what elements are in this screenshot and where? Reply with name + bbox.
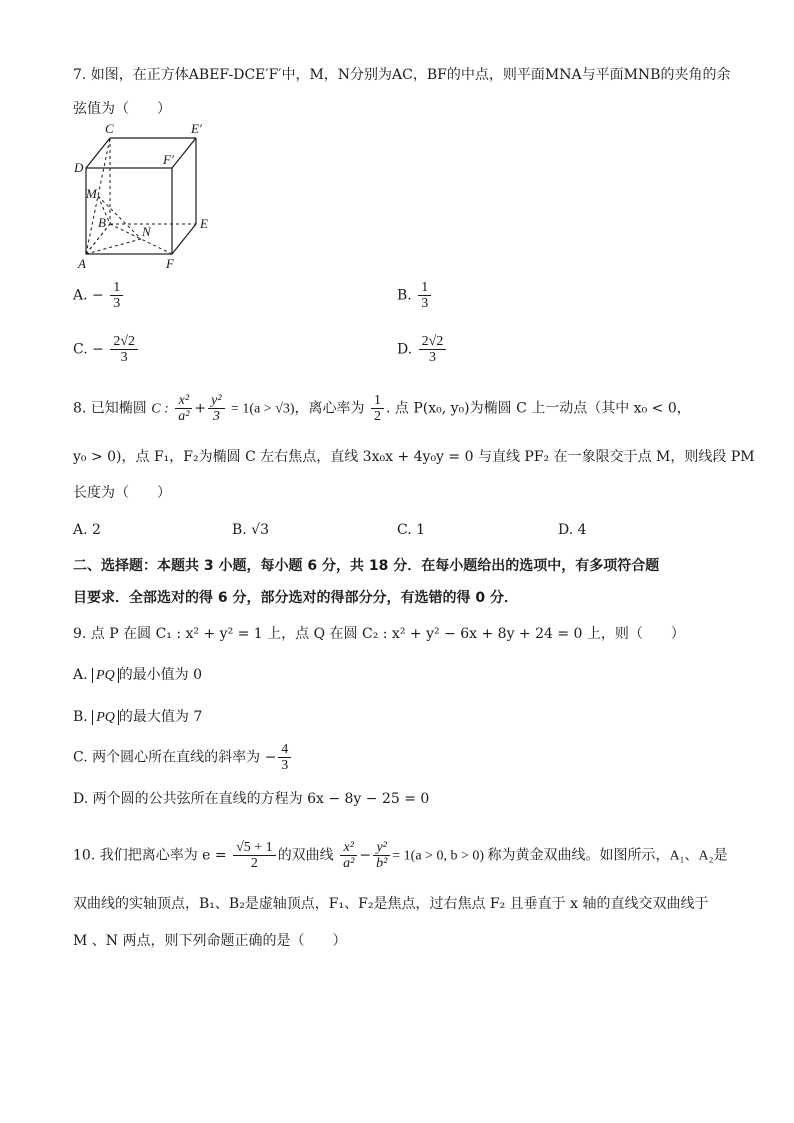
q7-option-a[interactable]: A. − $\frac{1}{3}$ bbox=[73, 280, 125, 311]
label-F-prime: F′ bbox=[163, 152, 174, 167]
q9-option-a[interactable]: A. PQ 的最小值为 0 bbox=[73, 667, 203, 683]
label-F: F bbox=[166, 256, 174, 270]
q8-option-a[interactable]: A. 2 bbox=[73, 522, 101, 538]
label-E-prime: E′ bbox=[191, 121, 202, 136]
q7-option-b[interactable]: B. $\frac{1}{3}$ bbox=[397, 280, 433, 311]
q8-option-c[interactable]: C. 1 bbox=[397, 522, 426, 538]
q8-option-b[interactable]: B. √3 bbox=[232, 522, 270, 538]
label-A: A bbox=[78, 256, 86, 270]
label-C: C bbox=[105, 121, 114, 136]
q9-option-d[interactable]: D. 两个圆的公共弦所在直线的方程为 6x − 8y − 25 = 0 bbox=[73, 791, 430, 807]
q8-stem-line2: y₀ > 0)，点 F₁，F₂为椭圆 C 左右焦点，直线 3x₀x + 4y₀y = 0 与直线 PF₂ 在一象限交于点 M，则线段 PM bbox=[73, 449, 755, 465]
label-D: D bbox=[74, 160, 84, 175]
q7-stem-line1: 7. 如图，在正方体ABEF-DCE′F′中，M，N分别为AC，BF的中点，则平面MNA与平面MNB的夹角的余 bbox=[73, 67, 731, 83]
label-M: M bbox=[86, 186, 97, 201]
section2-instructions-line2: 目要求．全部选对的得 6 分，部分选对的得部分分，有选错的得 0 分． bbox=[73, 590, 518, 606]
cube-figure bbox=[70, 120, 220, 270]
q9-option-b[interactable]: B. PQ 的最大值为 7 bbox=[73, 709, 203, 725]
q7-option-d[interactable]: D. $\frac{2√2}{3}$ bbox=[397, 334, 448, 365]
q8-stem-line3: 长度为（ ） bbox=[73, 485, 171, 501]
q10-stem-line3: M 、N 两点，则下列命题正确的是（ ） bbox=[73, 933, 347, 949]
q9-stem: 9. 点 P 在圆 C₁ : x² + y² = 1 上，点 Q 在圆 C₂ : x² + y² − 6x + 8y + 24 = 0 上，则（ ） bbox=[73, 626, 685, 642]
q10-stem-line1: 10. 我们把离心率为 e = $\frac{√5 + 1}{2}$ 的双曲线 $\frac{\text{x²}}{\text{a²}}$ − $\frac{\text{y²}}{\text{b²}}$ = 1(a > 0, b > 0) 称为黄金双曲线。如图所示，A₁、A₂是 bbox=[73, 840, 728, 871]
section2-instructions-line1: 二、选择题：本题共 3 小题，每小题 6 分，共 18 分．在每小题给出的选项中，有多项符合题 bbox=[73, 558, 660, 574]
q10-stem-line2: 双曲线的实轴顶点，B₁、B₂是虚轴顶点，F₁、F₂是焦点，过右焦点 F₂ 且垂直于 x 轴的直线交双曲线于 bbox=[73, 896, 709, 912]
label-E: E bbox=[200, 216, 208, 231]
label-N: N bbox=[142, 224, 151, 239]
q8-stem-line1: 8. 已知椭圆 C : $\frac{\text{x²}}{\text{a²}}$ + $\frac{\text{y²}}{3}$ = 1(a > √3)，离心率为 $\frac{1}{2}$ . 点 P(x₀, y₀)为椭圆 C 上一动点（其中 x₀ < 0， bbox=[73, 393, 691, 424]
q7-stem-line2: 弦值为（ ） bbox=[73, 101, 171, 117]
q7-option-c[interactable]: C. − $\frac{2√2}{3}$ bbox=[73, 334, 140, 365]
label-B: B bbox=[98, 215, 106, 230]
q8-option-d[interactable]: D. 4 bbox=[558, 522, 587, 538]
q9-option-c[interactable]: C. 两个圆心所在直线的斜率为 − $\frac{4}{3}$ bbox=[73, 742, 293, 773]
